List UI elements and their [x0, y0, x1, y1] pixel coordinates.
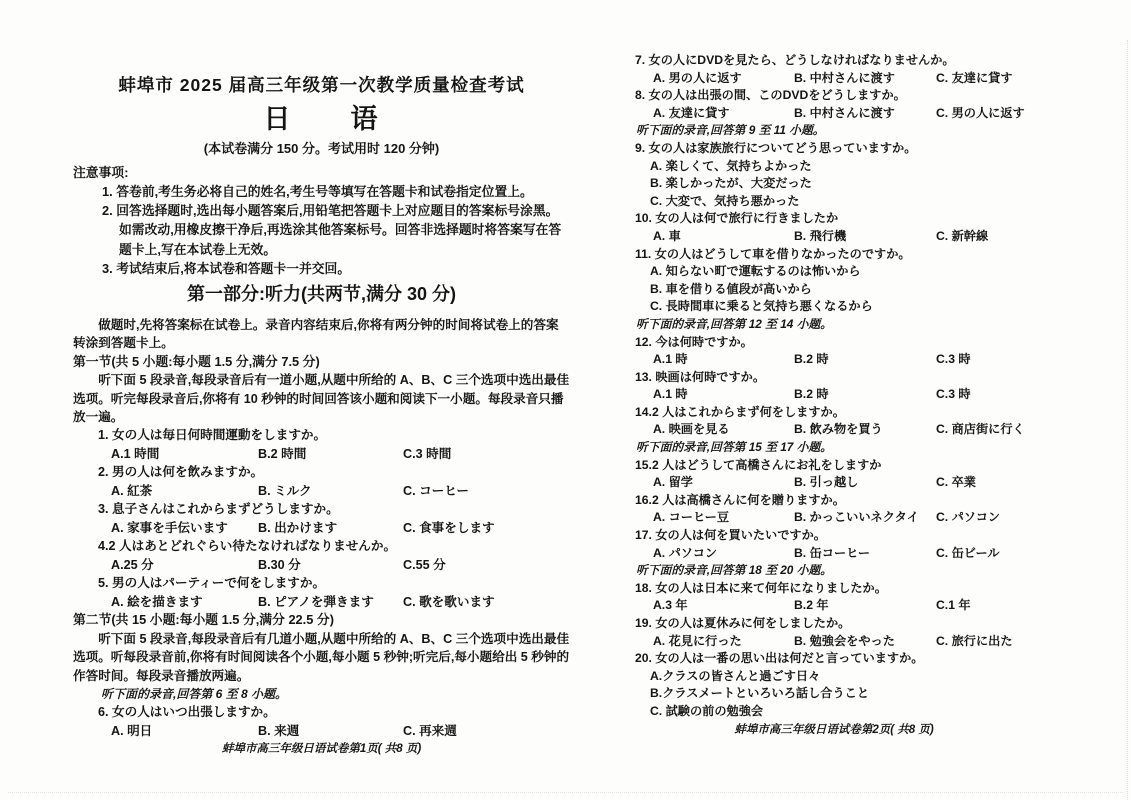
question-option: C. 友達に貸す — [936, 70, 1013, 85]
question-text: 11. 女の人はどうして車を借りなかったのですか。 — [635, 246, 911, 261]
question-block — [633, 492, 1035, 527]
question-text: 20. 女の人は一番の思い出は何だと言っていますか。 — [635, 651, 924, 666]
section-heading: 第一部分:听力(共两节,满分 30 分) — [186, 284, 456, 305]
question-block — [633, 140, 1035, 210]
option-list — [633, 633, 1035, 651]
question-option: B.2 時 — [794, 387, 829, 402]
question-option: B.30 分 — [258, 557, 301, 572]
option-list — [633, 509, 1035, 527]
question-option: A.1 時間 — [111, 446, 160, 461]
notice-item: 1. 答卷前,考生务必将自己的姓名,考生号等填写在答题卡和试卷指定位置上。 — [102, 184, 533, 199]
listening-group-note: 听下面的录音,回答第 15 至 17 小题。 — [636, 440, 832, 455]
question-option: B. ピアノを弾きます — [258, 594, 374, 609]
question-option: A. 知らない町で運転するのは怖いから — [650, 264, 861, 279]
question-text: 9. 女の人は家族旅行についてどう思っていますか。 — [635, 140, 917, 155]
question-block — [633, 580, 1035, 615]
question-text: 13. 映画は何時ですか。 — [635, 369, 766, 384]
question-option: A. 家事を手伝います — [111, 520, 228, 535]
question-block — [633, 210, 1035, 245]
question-block — [633, 457, 1035, 492]
question-option: C. 食事をします — [403, 520, 495, 535]
option-list — [633, 386, 1035, 404]
subsection-heading: 第二节(共 15 小题:每小题 1.5 分,满分 22.5 分) — [73, 612, 334, 628]
option-list — [633, 228, 1035, 246]
question-option: C. 再来週 — [403, 723, 457, 738]
question-option: B. 車を借りる値段が高いから — [650, 281, 812, 296]
question-option: C.3 時間 — [403, 446, 452, 461]
question-text: 5. 男の人はパーティーで何をしますか。 — [98, 576, 326, 591]
question-option: B. かっこいいネクタイ — [794, 510, 919, 525]
notice-heading: 注意事项: — [73, 165, 129, 180]
question-option: C. 卒業 — [936, 475, 976, 490]
question-option: B. ミルク — [258, 483, 312, 498]
question-option: C. 旅行に出た — [936, 633, 1013, 648]
option-list — [73, 519, 570, 538]
question-option: B. 引っ越し — [794, 475, 859, 490]
question-option: A. 男の人に返す — [653, 70, 742, 85]
exam-page-2 — [633, 52, 1035, 739]
question-option: A. 友達に貸す — [653, 105, 730, 120]
listening-group-note: 听下面的录音,回答第 6 至 8 小题。 — [101, 687, 288, 702]
listening-group-note: 听下面的录音,回答第 9 至 11 小题。 — [636, 123, 825, 138]
question-option: A.クラスの皆さんと過ごす日々 — [650, 668, 821, 683]
option-list — [633, 70, 1035, 88]
option-list — [73, 482, 570, 501]
question-option: C.3 時 — [936, 387, 971, 402]
subject-title: 日 语 — [263, 104, 380, 134]
question-text: 2. 男の人は何を飲みますか。 — [98, 465, 264, 480]
question-option: A. 花見に行った — [653, 633, 742, 648]
question-text: 14.2 人はこれからまず何をしますか。 — [635, 404, 845, 419]
question-text: 17. 女の人は何を買いたいですか。 — [635, 528, 826, 543]
listening-group-note: 听下面的录音,回答第 18 至 20 小题。 — [636, 563, 832, 578]
question-text: 10. 女の人は何で旅行に行きましたか — [635, 211, 839, 226]
question-option: B.クラスメートといろいろ話し合うこと — [650, 686, 870, 701]
instruction-paragraph: 听下面 5 段录音,每段录音后有一道小题,从题中所给的 A、B、C 三个选项中选出最佳选项。听完每段录音后,你将有 10 秒钟的时间回答该小题和阅读下一小题。每段录音只播放一遍。 — [73, 373, 570, 425]
page-footer: 蚌埠市高三年级日语试卷第2页( 共8 页) — [734, 723, 934, 736]
question-option: C.1 年 — [936, 598, 971, 613]
question-block — [633, 404, 1035, 439]
question-option: C.3 時 — [936, 352, 971, 367]
option-list — [633, 597, 1035, 615]
question-text: 3. 息子さんはこれからまずどうしますか。 — [98, 502, 339, 517]
question-option: C.55 分 — [403, 557, 446, 572]
question-text: 4.2 人はあとどれぐらい待たなければなりませんか。 — [98, 539, 397, 554]
notice-item: 3. 考试结束后,将本试卷和答题卡一并交回。 — [102, 260, 351, 276]
question-option: C. 新幹線 — [936, 228, 989, 243]
question-block — [73, 426, 570, 463]
question-option: B. 勉強会をやった — [794, 633, 895, 648]
exam-page-1 — [73, 58, 570, 758]
scan-edge-line-horizontal — [8, 792, 1123, 793]
question-option: C. パソコン — [936, 510, 1001, 525]
option-list — [633, 105, 1035, 123]
listening-group-note: 听下面的录音,回答第 12 至 14 小题。 — [636, 316, 832, 331]
question-block — [73, 703, 570, 740]
question-option: B. 来週 — [258, 723, 300, 738]
question-option: A. 映画を見る — [653, 422, 730, 437]
question-block — [73, 537, 570, 574]
question-option: A. パソコン — [653, 545, 718, 560]
question-option: C. 缶ビール — [936, 545, 1000, 560]
question-block — [73, 463, 570, 500]
question-option: C. コーヒー — [403, 483, 469, 498]
instruction-paragraph: 做题时,先将答案标在试卷上。录音内容结束后,你将有两分钟的时间将试卷上的答案转涂到答题卡上。 — [73, 318, 559, 351]
question-option: C. 大変で、気持ち悪かった — [650, 193, 800, 208]
question-option: B. 出かけます — [258, 520, 338, 535]
question-option: B.2 時間 — [258, 446, 307, 461]
question-text: 18. 女の人は日本に来て何年になりましたか。 — [635, 580, 887, 595]
question-block — [633, 246, 1035, 316]
question-text: 16.2 人は高橋さんに何を贈りますか。 — [635, 492, 845, 507]
question-text: 15.2 人はどうして高橋さんにお礼をしますか — [635, 457, 882, 472]
question-option: B. 楽しかったが、大変だった — [650, 176, 812, 191]
question-block — [633, 615, 1035, 650]
question-option: C. 試験の前の勉強会 — [650, 703, 764, 718]
question-option: A. 留学 — [653, 475, 693, 490]
question-option: C. 男の人に返す — [936, 105, 1025, 120]
question-option: A.25 分 — [111, 557, 154, 572]
question-text: 12. 今は何時ですか。 — [635, 334, 753, 349]
question-option: A. 紅茶 — [111, 483, 153, 498]
question-text: 8. 女の人は出張の間、このDVDをどうしますか。 — [635, 88, 906, 103]
question-block — [73, 500, 570, 537]
option-list — [73, 445, 570, 464]
question-block — [633, 87, 1035, 122]
question-option: B.2 年 — [794, 598, 829, 613]
question-option: A. 楽しくて、気持ちよかった — [650, 158, 812, 173]
question-option: A. 車 — [653, 228, 681, 243]
question-option: A. コーヒー豆 — [653, 510, 730, 525]
option-list — [633, 668, 1035, 721]
question-option: B. 中村さんに渡す — [794, 105, 895, 120]
question-block — [633, 334, 1035, 369]
question-block — [73, 574, 570, 611]
question-text: 7. 女の人にDVDを見たら、どうしなければなりませんか。 — [635, 53, 955, 67]
question-option: B. 飛行機 — [794, 228, 847, 243]
scan-edge-line-vertical — [1127, 40, 1128, 800]
instruction-paragraph: 听下面 5 段录音,每段录音后有几道小题,从题中所给的 A、B、C 三个选项中选出最佳选项。听每段录音前,你将有时间阅读各个小题,每小题 5 秒钟;听完后,每小题给出 5 秒钟的作答时间。每段录音播放两遍。 — [73, 631, 570, 683]
question-text: 6. 女の人はいつ出張しますか。 — [98, 705, 276, 720]
question-option: A. 絵を描きます — [111, 594, 203, 609]
option-list — [633, 474, 1035, 492]
option-list — [73, 556, 570, 575]
exam-meta: (本试卷满分 150 分。考试用时 120 分钟) — [203, 141, 440, 156]
subsection-heading: 第一节(共 5 小题:每小题 1.5 分,满分 7.5 分) — [73, 353, 320, 369]
exam-title: 蚌埠市 2025 届高三年级第一次教学质量检查考试 — [118, 75, 525, 95]
question-option: C. 長時間車に乗ると気持ち悪くなるから — [650, 299, 873, 314]
question-option: B.2 時 — [794, 352, 829, 367]
question-option: B. 缶コーヒー — [794, 545, 871, 560]
question-text: 19. 女の人は夏休みに何をしましたか。 — [635, 616, 851, 630]
question-block — [633, 527, 1035, 562]
question-option: A.1 時 — [653, 387, 688, 402]
option-list — [73, 722, 570, 741]
option-list — [633, 263, 1035, 316]
question-option: C. 歌を歌います — [403, 594, 495, 609]
question-block — [633, 369, 1035, 404]
option-list — [633, 158, 1035, 211]
question-option: A.1 時 — [653, 352, 688, 367]
question-block — [633, 52, 1035, 87]
question-option: B. 飲み物を買う — [794, 422, 883, 437]
option-list — [73, 593, 570, 612]
question-option: B. 中村さんに渡す — [794, 70, 895, 85]
question-block — [633, 650, 1035, 720]
question-option: C. 商店街に行く — [936, 422, 1025, 437]
question-option: A. 明日 — [111, 723, 153, 738]
option-list — [633, 545, 1035, 563]
option-list — [633, 421, 1035, 439]
notice-item: 2. 回答选择题时,选出每小题答案后,用铅笔把答题卡上对应题目的答案标号涂黑。如需改动,用橡皮擦干净后,再选涂其他答案标号。回答非选择题时将答案写在答题卡上,写在本试卷上无效。 — [102, 203, 562, 257]
question-option: A.3 年 — [653, 598, 688, 613]
page-footer: 蚌埠市高三年级日语试卷第1页( 共8 页) — [221, 743, 422, 756]
question-text: 1. 女の人は毎日何時間運動をしますか。 — [98, 428, 327, 443]
option-list — [633, 351, 1035, 369]
